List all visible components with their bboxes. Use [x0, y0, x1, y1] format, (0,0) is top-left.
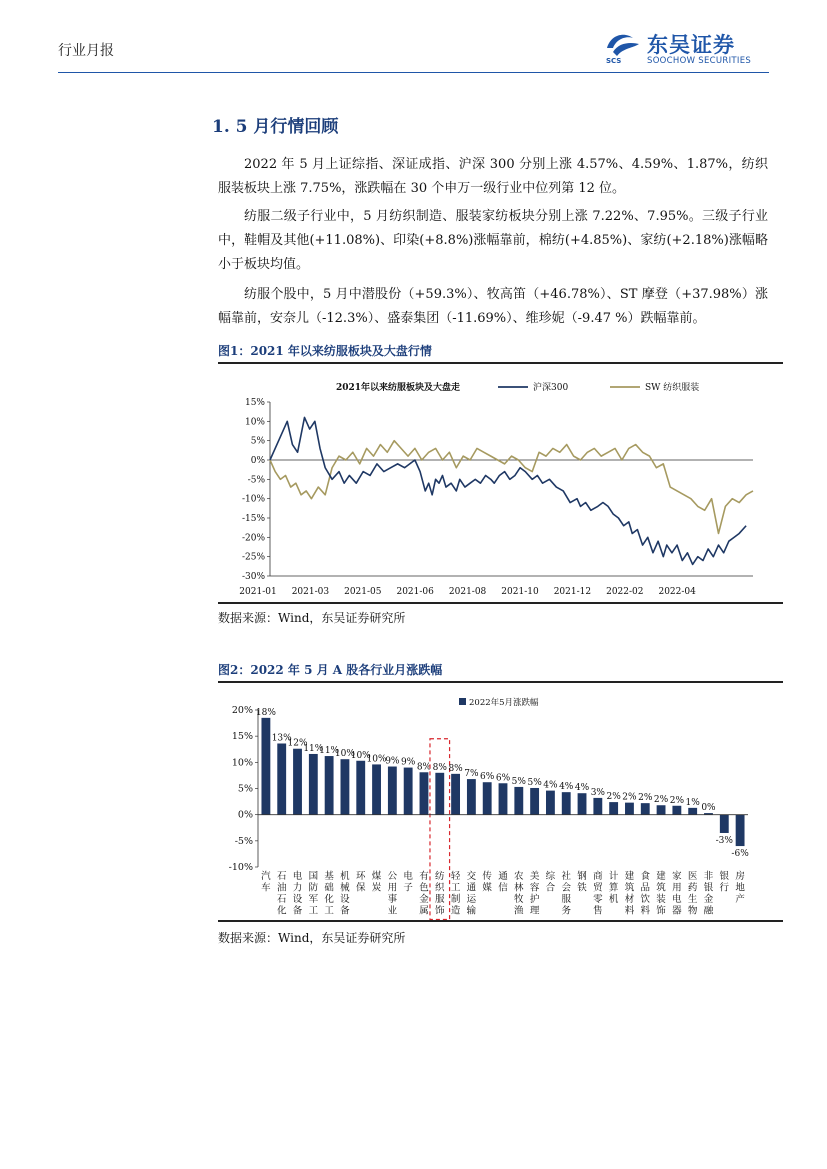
- chart1-ytick-label: 15%: [244, 398, 265, 408]
- category-label-医药生物: 医药生物: [687, 871, 698, 917]
- bar-银行: [720, 815, 729, 833]
- bar-商贸零售: [593, 798, 602, 815]
- category-label-社会服务: 社会服务: [561, 871, 571, 917]
- chart1-ytick-label: -25%: [241, 552, 265, 563]
- legend-label-0: 沪深300: [533, 383, 569, 393]
- category-label-非银金融: 非银金融: [703, 871, 714, 917]
- category-label-公用事业: 公用事业: [387, 871, 398, 917]
- bar-石油石化: [277, 743, 286, 814]
- category-label-家用电器: 家用电器: [672, 871, 682, 917]
- category-label-环保: 环保: [355, 871, 366, 894]
- bar-美容护理: [530, 788, 539, 815]
- figure1-source: 数据来源：Wind，东吴证券研究所: [218, 611, 406, 625]
- figure2-bottom-rule: [218, 920, 783, 922]
- company-logo: [603, 30, 765, 68]
- bar-value-label: 11%: [319, 746, 340, 757]
- chart1-ytick-label: -30%: [241, 572, 265, 582]
- bar-value-label: 11%: [303, 743, 324, 754]
- bar-食品饮料: [641, 803, 650, 815]
- section-title: 1. 5 月行情回顾: [212, 117, 339, 137]
- category-label-银行: 银行: [719, 871, 730, 894]
- category-label-建筑材料: 建筑材料: [624, 871, 635, 917]
- chart1-ytick-label: -20%: [241, 533, 265, 544]
- bar-legend-swatch: [459, 698, 466, 705]
- chart1-xtick-label: 2021-10: [501, 587, 539, 597]
- bar-value-label: 2%: [622, 792, 637, 803]
- header-divider: [58, 72, 769, 73]
- bar-电子: [404, 768, 413, 815]
- chart1-title: 2021年以来纺服板块及大盘走: [336, 383, 461, 393]
- bar-value-label: 5%: [511, 776, 526, 787]
- category-label-电子: 电子: [403, 871, 413, 894]
- bar-value-label: 10%: [366, 754, 387, 765]
- bar-建筑材料: [625, 803, 634, 815]
- chart1-ytick-label: 5%: [250, 436, 265, 447]
- chart2-ytick-label: 20%: [231, 705, 253, 716]
- chart2-ytick-label: 15%: [231, 731, 253, 743]
- chart1-ytick-label: -15%: [241, 514, 265, 524]
- bar-value-label: 2%: [606, 792, 621, 803]
- chart1-xtick-label: 2021-06: [396, 587, 434, 597]
- category-label-汽车: 汽车: [261, 871, 271, 894]
- bar-国防军工: [309, 754, 318, 815]
- chart1-ytick-label: -10%: [241, 494, 265, 505]
- series-line-SW 纺织服装: [270, 441, 753, 534]
- bar-value-label: 9%: [401, 757, 416, 768]
- line-chart: [218, 366, 783, 602]
- bar-社会服务: [562, 792, 571, 815]
- bar-chart: [218, 685, 783, 920]
- bar-value-label: 7%: [464, 769, 479, 780]
- figure1-bottom-rule: [218, 602, 783, 604]
- bar-value-label: 6%: [480, 772, 495, 783]
- logo-english: SOOCHOW SECURITIES: [647, 56, 752, 66]
- bar-家用电器: [672, 806, 681, 815]
- bar-房地产: [736, 815, 745, 846]
- bar-有色金属: [420, 772, 429, 814]
- logo-mark-icon: [603, 30, 643, 60]
- bar-value-label: -6%: [731, 849, 749, 860]
- bar-纺织服饰: [435, 773, 444, 815]
- series-line-沪深300: [270, 417, 746, 564]
- bar-value-label: 18%: [255, 707, 276, 718]
- figure2-source: 数据来源：Wind，东吴证券研究所: [218, 931, 406, 945]
- chart1-xtick-label: 2022-04: [658, 587, 696, 597]
- bar-value-label: 8%: [448, 763, 463, 774]
- chart1-xtick-label: 2022-02: [606, 587, 644, 597]
- bar-legend-label: 2022年5月涨跌幅: [469, 698, 539, 708]
- chart1-xtick-label: 2021-01: [239, 587, 277, 597]
- category-label-农林牧渔: 农林牧渔: [514, 871, 524, 917]
- bar-交通运输: [467, 779, 476, 815]
- chart2-ytick-label: -5%: [234, 835, 253, 847]
- bar-通信: [499, 783, 508, 814]
- category-label-有色金属: 有色金属: [419, 871, 429, 917]
- category-label-石油石化: 石油石化: [276, 871, 287, 917]
- bar-value-label: 2%: [653, 795, 669, 806]
- category-label-食品饮料: 食品饮料: [640, 871, 651, 917]
- legend-label-1: SW 纺织服装: [645, 383, 700, 393]
- chart2-ytick-label: 5%: [237, 783, 253, 795]
- paragraph-market-summary: 2022 年 5 月上证综指、深证成指、沪深 300 分别上涨 4.57%、4.59%、1.87%，纺织服装板块上涨 7.75%，涨跌幅在 30 个申万一级行业中位列第 12 位。: [218, 157, 768, 196]
- bar-钢铁: [578, 793, 587, 814]
- bar-value-label: 13%: [271, 733, 292, 744]
- chart1-xtick-label: 2021-08: [448, 587, 487, 597]
- category-label-房地产: 房地产: [735, 871, 745, 905]
- bar-农林牧渔: [514, 787, 523, 815]
- bar-value-label: 2%: [669, 795, 685, 806]
- category-label-国防军工: 国防军工: [308, 871, 319, 917]
- report-type-label: 行业月报: [58, 43, 114, 59]
- chart1-xtick-label: 2021-05: [344, 587, 382, 597]
- chart1-ytick-label: 0%: [250, 456, 265, 466]
- bar-公用事业: [388, 767, 397, 815]
- bar-机械设备: [341, 759, 350, 814]
- bar-value-label: 4%: [543, 780, 558, 791]
- bar-value-label: 5%: [527, 777, 542, 788]
- category-label-机械设备: 机械设备: [340, 871, 350, 917]
- bar-基础化工: [325, 756, 334, 815]
- bar-value-label: 9%: [385, 756, 400, 767]
- category-label-纺织服饰: 纺织服饰: [435, 871, 445, 917]
- bar-轻工制造: [451, 774, 460, 815]
- category-label-交通运输: 交通运输: [466, 871, 477, 917]
- category-label-建筑装饰: 建筑装饰: [656, 871, 666, 917]
- category-label-煤炭: 煤炭: [371, 871, 382, 894]
- category-label-轻工制造: 轻工制造: [450, 871, 461, 917]
- category-label-传媒: 传媒: [482, 871, 492, 894]
- bar-value-label: 6%: [495, 773, 511, 784]
- bar-value-label: 0%: [701, 803, 716, 814]
- category-label-美容护理: 美容护理: [529, 871, 540, 917]
- figure1-top-rule: [218, 362, 783, 364]
- bar-value-label: 1%: [685, 797, 700, 808]
- paragraph-sub-industry: 纺服二级子行业中，5 月纺织制造、服装家纺板块分别上涨 7.22%、7.95%。三级子行业中，鞋帽及其他(+11.08%)、印染(+8.8%)涨幅靠前，棉纺(+4.85%)、家纺(+2.18%)涨幅略小于板块均值。: [218, 209, 768, 272]
- bar-医药生物: [688, 808, 697, 815]
- figure2-caption: 图2：2022 年 5 月 A 股各行业月涨跌幅: [218, 663, 443, 677]
- bar-环保: [356, 761, 365, 815]
- category-label-计算机: 计算机: [608, 871, 619, 905]
- bar-电力设备: [293, 749, 302, 815]
- bar-value-label: 2%: [638, 793, 653, 804]
- category-label-通信: 通信: [498, 871, 508, 894]
- chart1-xtick-label: 2021-12: [553, 587, 592, 597]
- chart1-ytick-label: 10%: [244, 417, 265, 428]
- bar-value-label: 4%: [574, 783, 590, 794]
- category-label-电力设备: 电力设备: [292, 871, 303, 917]
- bar-综合: [546, 791, 555, 815]
- bar-传媒: [483, 782, 492, 814]
- bar-计算机: [609, 802, 618, 815]
- bar-value-label: 8%: [432, 762, 447, 773]
- paragraph-stocks: 纺服个股中，5 月中潜股份（+59.3%）、牧高笛（+46.78%）、ST 摩登（+37.98%）涨幅靠前，安奈儿（-12.3%）、盛泰集团（-11.69%）、维珍妮（-9.47 %）跌幅靠前。: [218, 287, 768, 326]
- figure2-top-rule: [218, 681, 783, 683]
- logo-chinese: 东吴证券: [647, 33, 735, 57]
- chart2-ytick-label: -10%: [228, 862, 253, 873]
- category-label-商贸零售: 商贸零售: [593, 871, 603, 917]
- category-label-综合: 综合: [545, 871, 556, 894]
- bar-汽车: [261, 718, 270, 815]
- chart1-ytick-label: -5%: [247, 475, 265, 486]
- bar-煤炭: [372, 764, 381, 814]
- bar-value-label: 10%: [334, 749, 355, 760]
- chart1-xtick-label: 2021-03: [291, 587, 330, 597]
- bar-value-label: -3%: [715, 835, 733, 846]
- bar-value-label: 8%: [416, 762, 432, 773]
- bar-value-label: 10%: [350, 750, 371, 761]
- category-label-钢铁: 钢铁: [577, 871, 587, 894]
- figure1-caption: 图1：2021 年以来纺服板块及大盘行情: [218, 344, 432, 358]
- logo-abbr: SCS: [606, 57, 622, 65]
- bar-value-label: 3%: [590, 787, 605, 798]
- category-label-基础化工: 基础化工: [324, 871, 334, 917]
- chart2-ytick-label: 0%: [237, 809, 253, 821]
- bar-建筑装饰: [657, 805, 666, 814]
- bar-value-label: 12%: [287, 738, 308, 749]
- chart2-ytick-label: 10%: [231, 757, 253, 769]
- bar-value-label: 4%: [559, 782, 574, 793]
